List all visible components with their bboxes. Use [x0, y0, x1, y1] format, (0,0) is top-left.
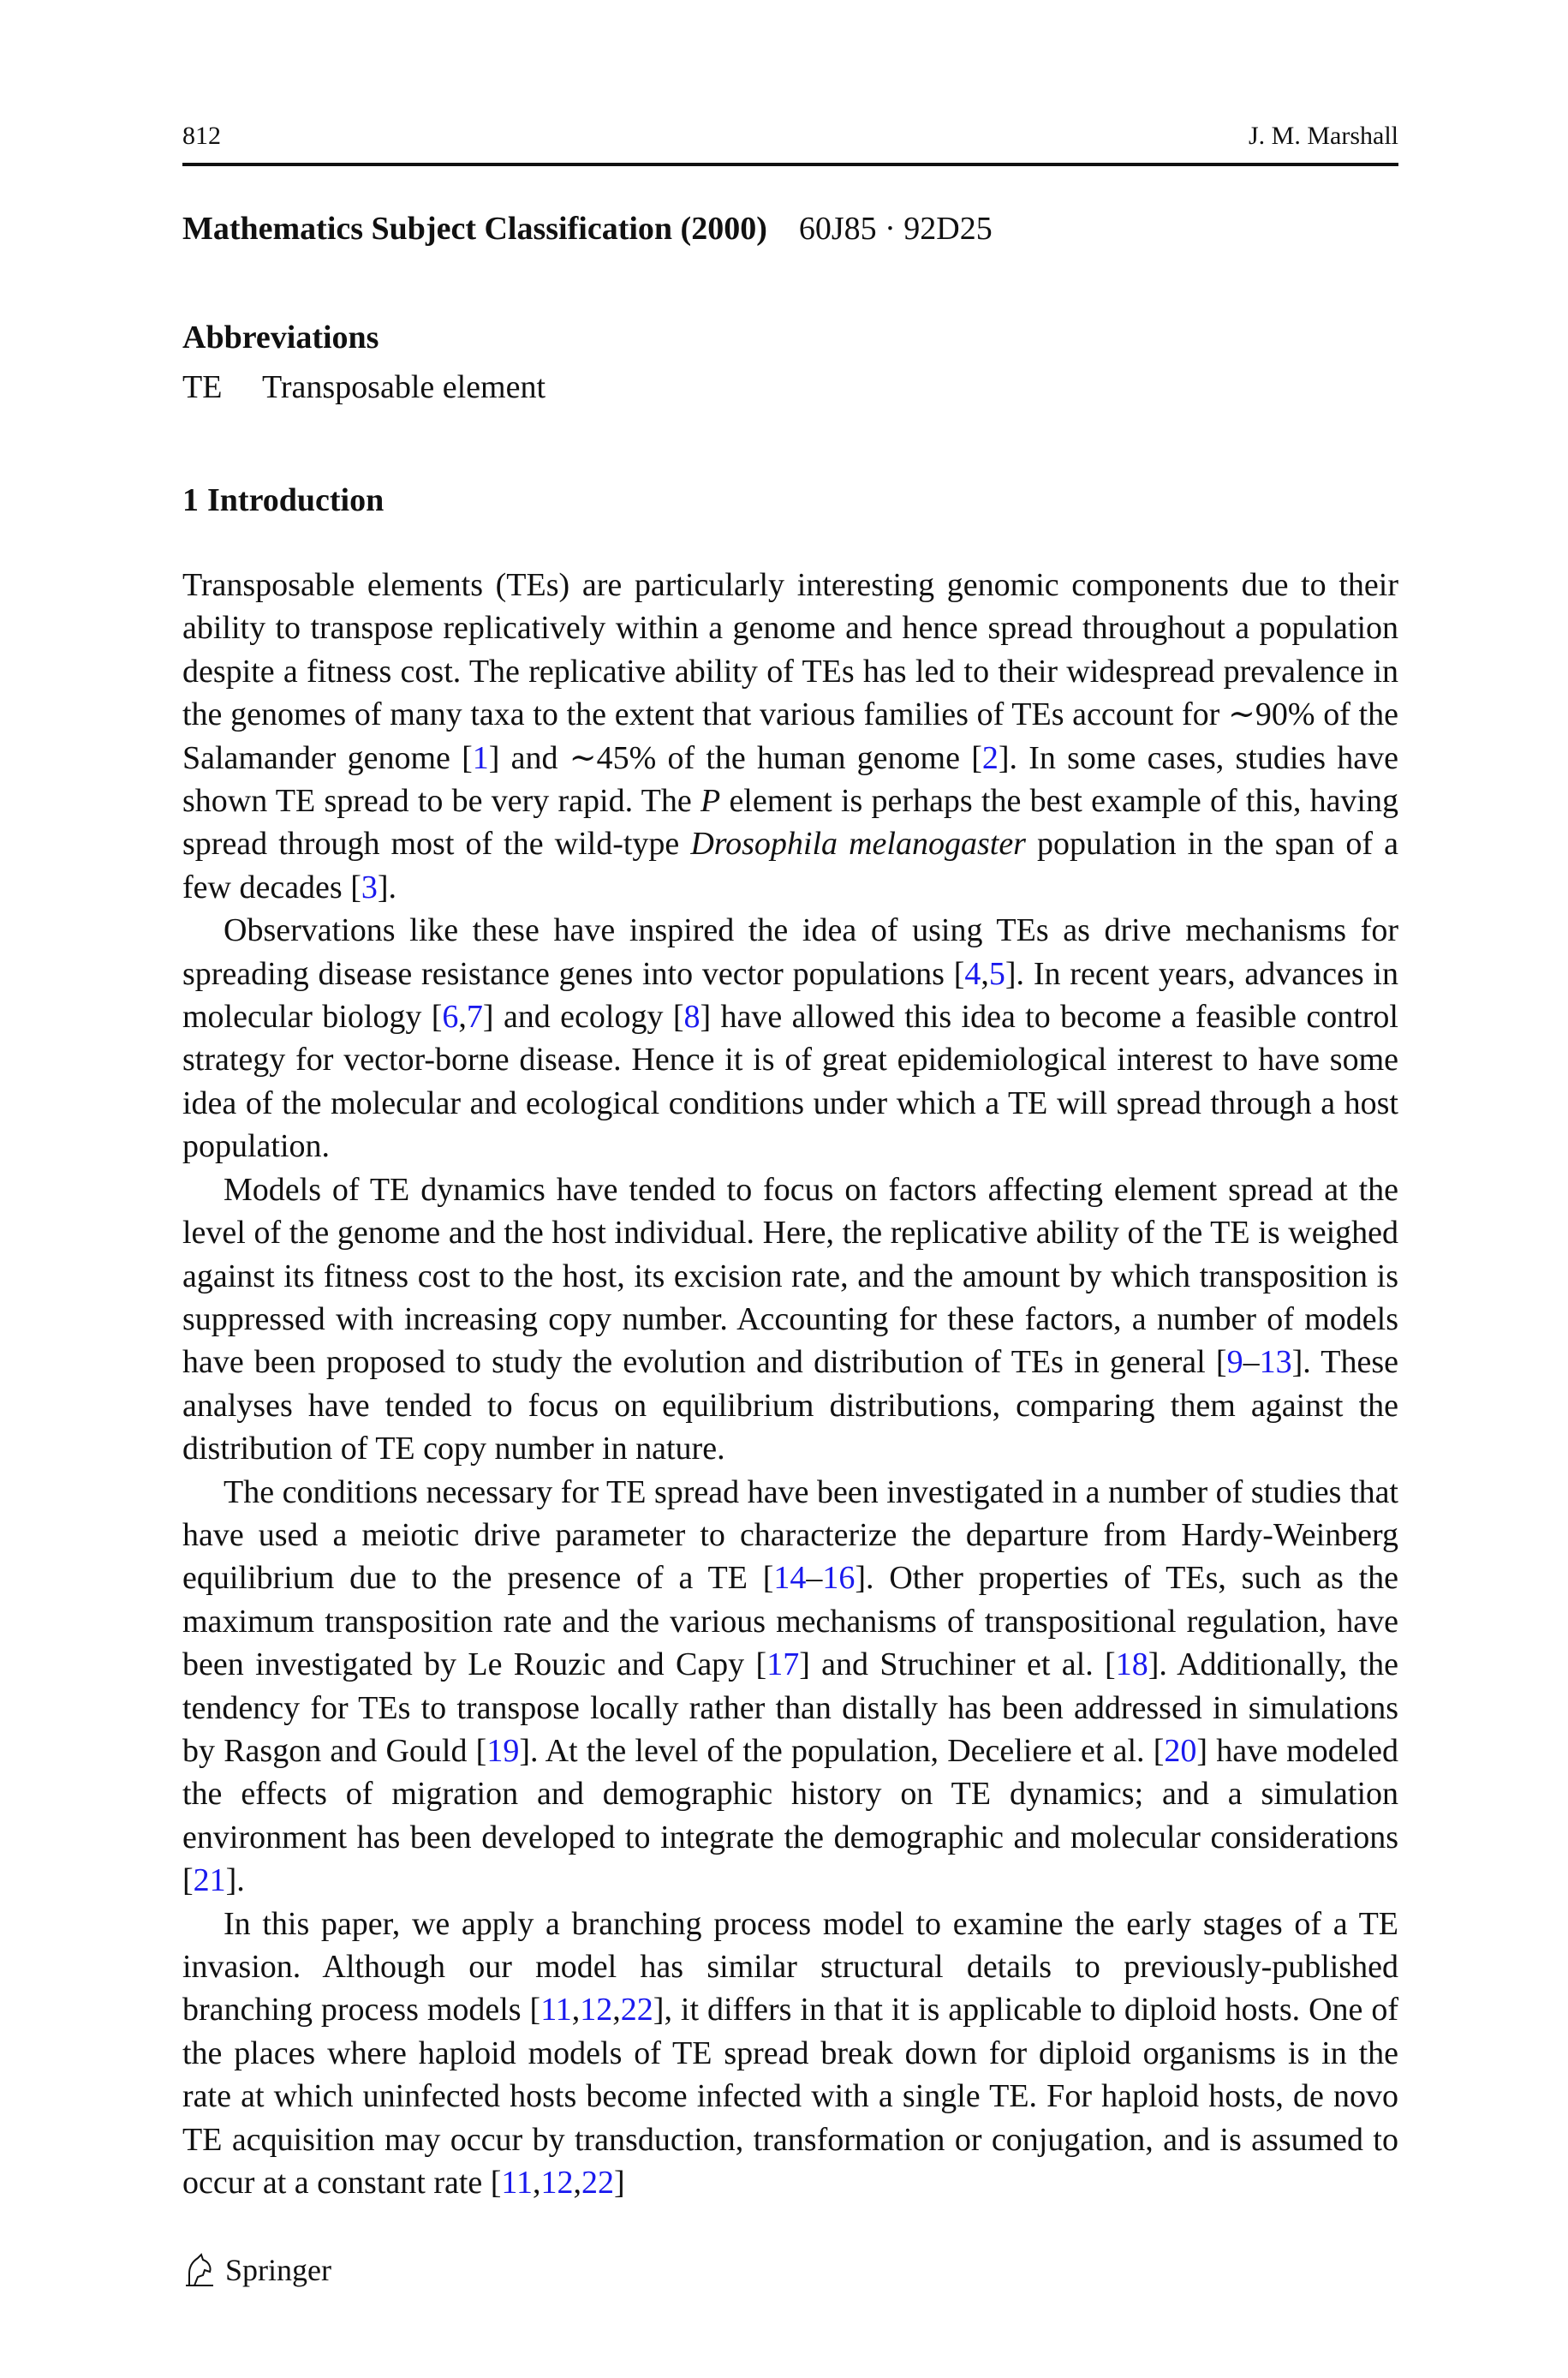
- text-run: In this paper, we apply a branching process model to examine the early stages of a TE invasion. Although our model has similar structural details to previously-published branching process models [: [182, 1905, 1398, 2028]
- text-run: –: [806, 1560, 823, 1597]
- msc-line: [182, 210, 993, 248]
- text-run: ], it differs in that it is applicable to diploid hosts. One of the places where haploid models of TE spread break down for diploid organisms is in the rate at which uninfected hosts become infected with a single TE. For haploid hosts, de novo TE acquisition may occur by transduction, transformation or conjugation, and is assumed to occur at a constant rate [: [182, 1992, 1398, 2202]
- paragraph: [182, 1903, 1398, 2205]
- paragraph: [182, 1168, 1398, 1471]
- text-run: Observations like these have inspired the idea of using TEs as drive mechanisms for spreading disease resistance genes into vector populations [: [182, 912, 1398, 992]
- citation-link[interactable]: 13: [1259, 1344, 1292, 1381]
- text-run: ]. Other properties of TEs, such as the maximum transposition rate and the various mechanisms of transpositional regulation, have been investigated by Le Rouzic and Capy [: [182, 1560, 1398, 1683]
- text-run: Models of TE dynamics have tended to focus on factors affecting element spread at the level of the genome and the host individual. Here, the replicative ability of the TE is weighed against its fitness cost to the host, its excision rate, and the amount by which transposition is suppressed with increasing copy number. Accounting for these factors, a number of models have been proposed to study the evolution and distribution of TEs in general [: [182, 1171, 1398, 1381]
- springer-horse-icon: [182, 2251, 217, 2289]
- citation-link[interactable]: 17: [766, 1646, 800, 1683]
- body-text: [182, 564, 1398, 2204]
- running-author: J. M. Marshall: [1249, 122, 1398, 150]
- text-run: ,: [571, 1992, 581, 2028]
- paragraph: [182, 564, 1398, 909]
- header-rule: [182, 163, 1398, 166]
- text-run: ,: [612, 1992, 621, 2028]
- paragraph: [182, 1471, 1398, 1903]
- text-run: ].: [225, 1862, 245, 1899]
- section-title: Introduction: [207, 482, 385, 518]
- text-run: ]. Additionally, the tendency for TEs to transpose locally rather than distally has been addressed in simulations by Rasgon and Gould [: [182, 1646, 1398, 1769]
- publisher-logo: [182, 2251, 331, 2289]
- citation-link[interactable]: 20: [1164, 1732, 1197, 1769]
- section-heading: [182, 481, 384, 519]
- text-run: ] have allowed this idea to become a feasible control strategy for vector-borne disease. Hence it is of great epidemiological interest to have some idea of the molecular and ecological conditions under which a TE will spread through a host population.: [182, 999, 1398, 1165]
- msc-codes: 60J85 · 92D25: [798, 211, 993, 247]
- paragraph: [182, 909, 1398, 1168]
- abbreviations-heading: Abbreviations: [182, 320, 379, 356]
- text-run: Transposable elements (TEs) are particularly interesting genomic components due to their ability to transpose replicatively within a genome and hence spread throughout a population despite a fitness cost. The replicative ability of TEs has led to their widespread prevalence in the genomes of many taxa to the extent that various families of TEs account for ∼90% of the Salamander genome [: [182, 567, 1398, 776]
- citation-link[interactable]: 21: [193, 1862, 226, 1899]
- citation-link[interactable]: 11: [540, 1992, 572, 2028]
- text-run: ] have modeled the effects of migration and demographic history on TE dynamics; and a simulation environment has been developed to integrate the demographic and molecular considerations [: [182, 1732, 1398, 1899]
- abbreviation-term: TE: [182, 369, 223, 405]
- citation-link[interactable]: 16: [822, 1560, 856, 1597]
- citation-link[interactable]: 14: [773, 1560, 807, 1597]
- text-run: ]. These analyses have tended to focus on equilibrium distributions, comparing them against the distribution of TE copy number in nature.: [182, 1344, 1398, 1467]
- text-run: ,: [458, 999, 467, 1036]
- citation-link[interactable]: 5: [988, 955, 1005, 992]
- citation-link[interactable]: 19: [486, 1732, 520, 1769]
- citation-link[interactable]: 22: [620, 1992, 653, 2028]
- citation-link[interactable]: 9: [1226, 1344, 1243, 1381]
- italic-text: Drosophila melanogaster: [690, 826, 1026, 863]
- citation-link[interactable]: 1: [472, 739, 489, 776]
- text-run: ,: [533, 2165, 541, 2202]
- text-run: ] and ∼45% of the human genome [: [488, 739, 982, 776]
- citation-link[interactable]: 8: [683, 999, 701, 1036]
- citation-link[interactable]: 18: [1115, 1646, 1148, 1683]
- text-run: element is perhaps the best example of this, having spread through most of the wild-type: [182, 783, 1398, 863]
- citation-link[interactable]: 3: [361, 869, 378, 905]
- citation-link[interactable]: 7: [466, 999, 483, 1036]
- italic-text: P: [700, 783, 721, 820]
- page-number: 812: [182, 122, 221, 150]
- text-run: The conditions necessary for TE spread have been investigated in a number of studies that have used a meiotic drive parameter to characterize the departure from Hardy-Weinberg equilibrium due to the presence of a TE [: [182, 1473, 1398, 1597]
- citation-link[interactable]: 4: [964, 955, 981, 992]
- abbreviation-definition: Transposable element: [262, 369, 546, 405]
- text-run: ]. In some cases, studies have shown TE spread to be very rapid. The: [182, 739, 1398, 820]
- citation-link[interactable]: 12: [540, 2165, 574, 2202]
- section-number: 1: [182, 482, 199, 518]
- text-run: ]. In recent years, advances in molecular biology [: [182, 955, 1398, 1036]
- msc-label: Mathematics Subject Classification (2000): [182, 211, 767, 247]
- text-run: ,: [981, 955, 989, 992]
- text-run: ] and ecology [: [482, 999, 684, 1036]
- text-run: ]. At the level of the population, Deceliere et al. [: [519, 1732, 1165, 1769]
- citation-link[interactable]: 6: [442, 999, 459, 1036]
- citation-link[interactable]: 12: [580, 1992, 613, 2028]
- text-run: ]: [614, 2165, 625, 2202]
- text-run: ,: [573, 2165, 582, 2202]
- text-run: –: [1243, 1344, 1260, 1381]
- text-run: ].: [377, 869, 397, 905]
- abbreviation-row: [182, 368, 546, 406]
- citation-link[interactable]: 2: [981, 739, 999, 776]
- text-run: ] and Struchiner et al. [: [799, 1646, 1116, 1683]
- citation-link[interactable]: 22: [581, 2165, 615, 2202]
- text-run: population in the span of a few decades [: [182, 826, 1398, 905]
- publisher-name: Springer: [225, 2253, 331, 2287]
- citation-link[interactable]: 11: [501, 2165, 534, 2202]
